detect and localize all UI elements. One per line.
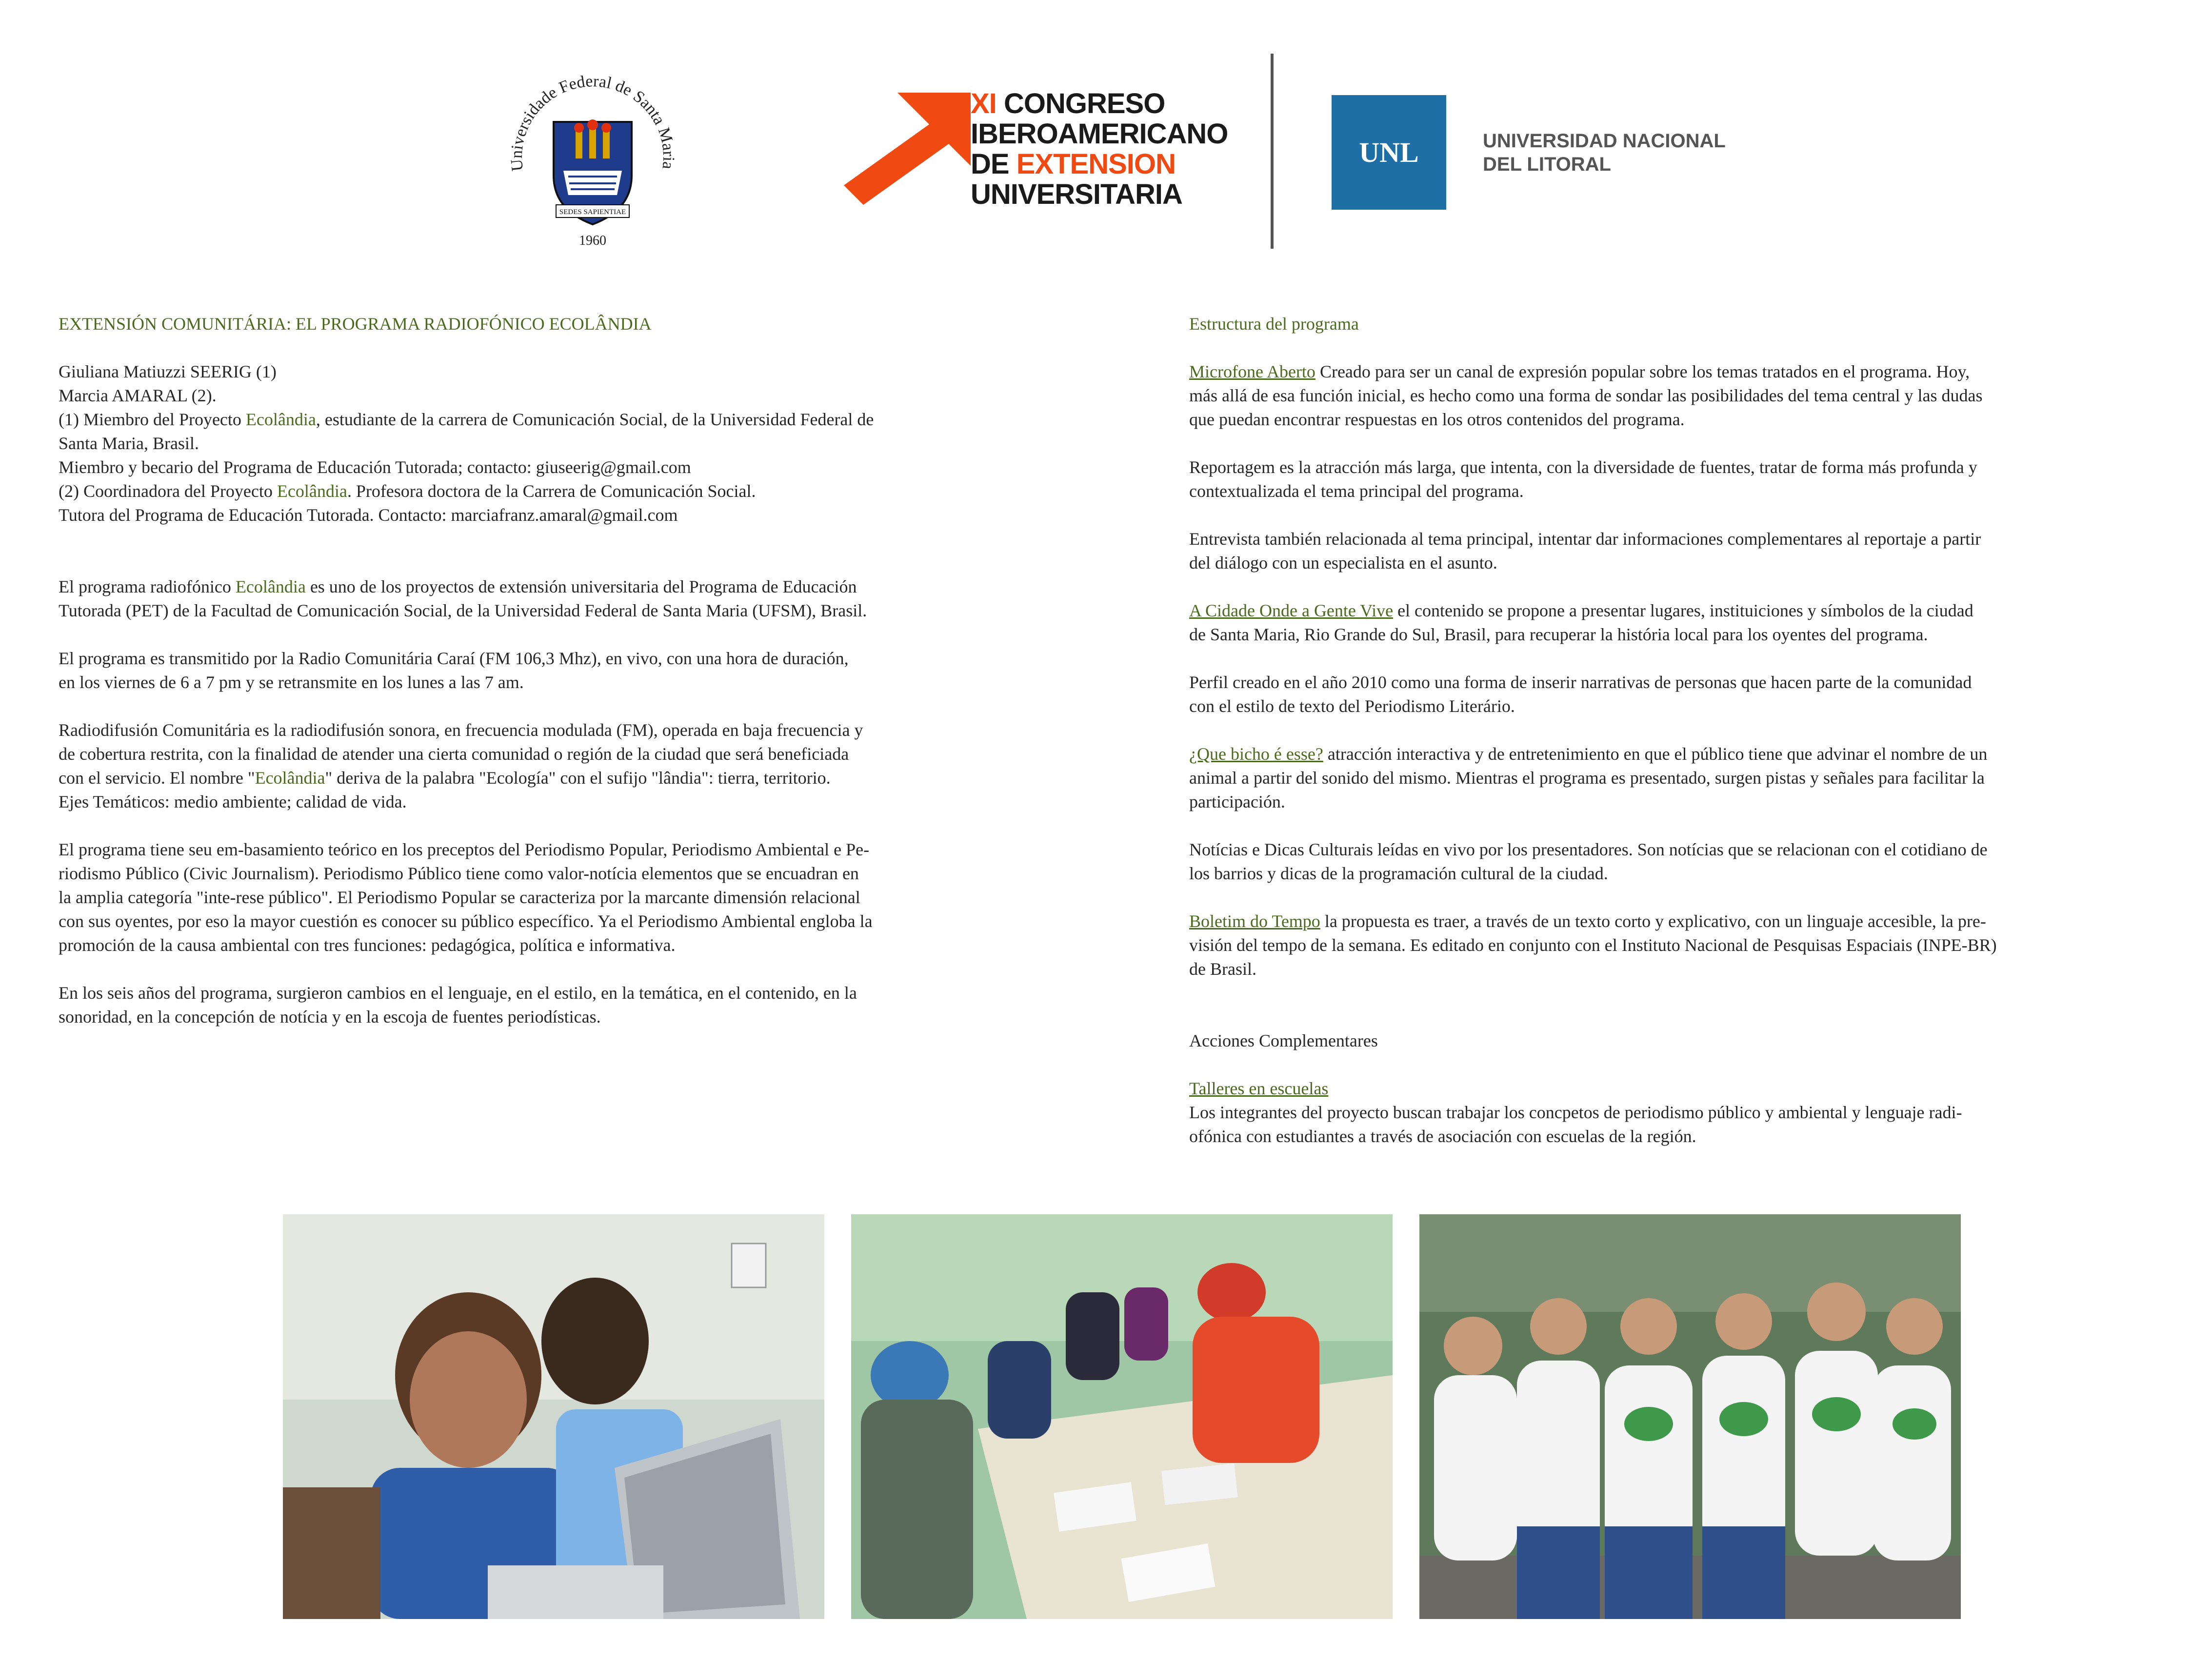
paragraph-community-line3: con el servicio. El nombre "Ecolândia" deriva de la palabra "Ecología" con el sufijo "lândia": tierra, territorio. [59, 768, 831, 788]
section-microfone: Microfone Aberto Creado para ser un canal de expresión popular sobre los temas tratados en el programa. Hoy, [1189, 362, 1970, 381]
paragraph-intro-line2: Tutorada (PET) de la Facultad de Comunicación Social, de la Universidad Federal de Santa Maria (UFSM), Brasil. [59, 601, 867, 620]
unl-name-line1: UNIVERSIDAD NACIONAL [1483, 130, 1726, 152]
congress-line2: IBEROAMERICANO [971, 118, 1228, 150]
affiliation-1-line2: Santa Maria, Brasil. [59, 434, 199, 453]
structure-heading: Estructura del programa [1189, 314, 1359, 334]
talleres-link[interactable]: Talleres en escuelas [1189, 1079, 1329, 1098]
ecolandia-mention: Ecolândia [255, 768, 325, 788]
document-title: EXTENSIÓN COMUNITÁRIA: EL PROGRAMA RADIOFÓNICO ECOLÂNDIA [59, 314, 652, 334]
congress-line4: UNIVERSITARIA [971, 178, 1182, 210]
affiliation-2: (2) Coordinadora del Proyecto Ecolândia. Profesora doctora de la Carrera de Comunicación Social. [59, 481, 756, 501]
section-perfil-line2: con el estilo de texto del Periodismo Literário. [1189, 696, 1515, 716]
section-talleres [1189, 1077, 2179, 1101]
header-divider [1271, 54, 1274, 249]
paragraph-intro: El programa radiofónico Ecolândia es uno de los proyectos de extensión universitaria del Programa de Educación [59, 577, 857, 596]
congress-logo [824, 88, 1244, 215]
ecolandia-mention: Ecolândia [235, 577, 306, 596]
paragraph-broadcast-line2: en los viernes de 6 a 7 pm y se retransmite en los lunes a las 7 am. [59, 672, 524, 692]
section-bicho-line2: animal a partir del sonido del mismo. Mientras el programa es presentado, surgen pistas y señales para facilitar la [1189, 768, 1985, 788]
paragraph-theory-line3: la amplia categoría "inte-rese público". El Periodismo Popular se caracteriza por la marcante dimensión relacional [59, 888, 860, 907]
complementary-heading: Acciones Complementares [1189, 1031, 1378, 1050]
section-talleres-line2: ofónica con estudiantes a través de asociación con escuelas de la región. [1189, 1126, 1696, 1146]
unl-name-line2: DEL LITORAL [1483, 154, 1611, 175]
section-bicho-line3: participación. [1189, 792, 1285, 811]
section-cidade-line2: de Santa Maria, Rio Grande do Sul, Brasil, para recuperar la história local para los oyentes del programa. [1189, 625, 1928, 644]
section-boletim-line3: de Brasil. [1189, 959, 1256, 979]
paragraph-community-line4: Ejes Temáticos: medio ambiente; calidad de vida. [59, 792, 407, 811]
section-microfone-line3: que puedan encontrar respuestas en los otros contenidos del programa. [1189, 410, 1685, 429]
unl-logo-box [1332, 95, 1446, 210]
paragraph-broadcast-line1: El programa es transmitido por la Radio Comunitária Caraí (FM 106,3 Mhz), en vivo, con una hora de duración, [59, 649, 849, 668]
section-reportagem-line2: contextualizada el tema principal del programa. [1189, 481, 1524, 501]
section-microfone-line2: más allá de esa función inicial, es hecho como una forma de sondar las posibilidades del tema central y las dudas [1189, 386, 1983, 405]
ufsm-motto: SEDES SAPIENTIAE [559, 208, 626, 216]
author-1: Giuliana Matiuzzi SEERIG (1) [59, 362, 277, 381]
section-entrevista-line2: del diálogo con un especialista en el asunto. [1189, 553, 1497, 573]
paragraph-theory-line1: El programa tiene seu em-basamiento teórico en los preceptos del Periodismo Popular, Periodismo Ambiental e Pe- [59, 840, 870, 859]
congress-title [971, 89, 1244, 210]
paragraph-theory-line5: promoción de la causa ambiental con tres funciones: pedagógica, política e informativa. [59, 935, 676, 955]
microfone-aberto-link[interactable]: Microfone Aberto [1189, 362, 1315, 381]
photo-children-laptop [283, 1214, 824, 1619]
section-entrevista-line1: Entrevista también relacionada al tema principal, intentar dar informaciones complementares al reportaje a partir [1189, 529, 1981, 549]
section-bicho: ¿Que bicho é esse? atracción interactiva y de entretenimiento en que el público tiene que advinar el nombre de un [1189, 744, 1988, 764]
affiliation-1: (1) Miembro del Proyecto Ecolândia, estudiante de la carrera de Comunicación Social, de la Universidad Federal de [59, 410, 874, 429]
section-cidade: A Cidade Onde a Gente Vive el contenido se propone a presentar lugares, instituiciones y símbolos de la ciudad [1189, 601, 1973, 620]
section-talleres-line1: Los integrantes del proyecto buscan trabajar los concpetos de periodismo público y ambiental y lenguaje radi- [1189, 1103, 1962, 1122]
ecolandia-mention: Ecolândia [277, 481, 347, 501]
unl-abbr: UNL [1359, 137, 1419, 168]
photo-workshop-table [851, 1214, 1393, 1619]
cidade-link[interactable]: A Cidade Onde a Gente Vive [1189, 601, 1394, 620]
section-boletim-line2: visión del tempo de la semana. Es editado en conjunto con el Instituto Nacional de Pesquisas Espaciais (INPE-BR) [1189, 935, 1997, 955]
author-2: Marcia AMARAL (2). [59, 386, 217, 405]
congress-line3-de: DE [971, 148, 1009, 180]
ecolandia-mention: Ecolândia [245, 410, 316, 429]
paragraph-changes-line1: En los seis años del programa, surgieron cambios en el lenguaje, en el estilo, en la temática, en el contenido, en la [59, 983, 857, 1003]
congress-line3-word: EXTENSION [1016, 148, 1176, 180]
right-column [1189, 312, 2179, 1148]
photo-group-ecolandia [1419, 1214, 1961, 1619]
congress-line1: CONGRESO [1003, 88, 1165, 119]
left-column [59, 312, 1078, 1029]
congress-roman-numeral: XI [971, 88, 996, 119]
paragraph-changes-line2: sonoridad, en la concepción de notícia y en la escoja de fuentes periodísticas. [59, 1007, 601, 1027]
arrow-up-right-icon [824, 93, 971, 205]
paragraph-theory-line4: con sus oyentes, por eso la mayor cuestión es conocer su público específico. Ya el Periodismo Ambiental engloba la [59, 911, 873, 931]
paragraph-community-line2: de cobertura restrita, con la finalidad de atender una cierta comunidad o región de la ciudad que será beneficiada [59, 744, 849, 764]
boletim-link[interactable]: Boletim do Tempo [1189, 911, 1320, 931]
affiliation-2-line2: Tutora del Programa de Educación Tutorada. Contacto: marciafranz.amaral@gmail.com [59, 505, 678, 525]
affiliation-1-line3: Miembro y becario del Programa de Educación Tutorada; contacto: giuseerig@gmail.com [59, 457, 691, 477]
section-boletim: Boletim do Tempo la propuesta es traer, a través de un texto corto y explicativo, con un linguaje accesible, la pre- [1189, 911, 1986, 931]
ufsm-seal-logo [495, 63, 690, 258]
ufsm-year: 1960 [579, 233, 606, 248]
section-noticias-line1: Notícias e Dicas Culturais leídas en vivo por los presentadores. Son notícias que se relacionan con el cotidiano de [1189, 840, 1988, 859]
section-perfil-line1: Perfil creado en el año 2010 como una forma de inserir narrativas de personas que hacen parte de la comunidad [1189, 672, 1972, 692]
ufsm-ring-text: Universidade Federal de Santa Maria [507, 72, 678, 172]
paragraph-community-line1: Radiodifusión Comunitária es la radiodifusión sonora, en frecuencia modulada (FM), operada en baja frecuencia y [59, 720, 863, 740]
unl-name [1483, 129, 1726, 176]
paragraph-theory-line2: riodismo Público (Civic Journalism). Periodismo Público tiene como valor-notícia elementos que se encuadran en [59, 864, 859, 883]
section-noticias-line2: los barrios y dicas de la programación cultural de la ciudad. [1189, 864, 1608, 883]
que-bicho-link[interactable]: ¿Que bicho é esse? [1189, 744, 1323, 764]
section-reportagem-line1: Reportagem es la atracción más larga, que intenta, con la diversidade de fuentes, tratar de forma más profunda y [1189, 457, 1977, 477]
